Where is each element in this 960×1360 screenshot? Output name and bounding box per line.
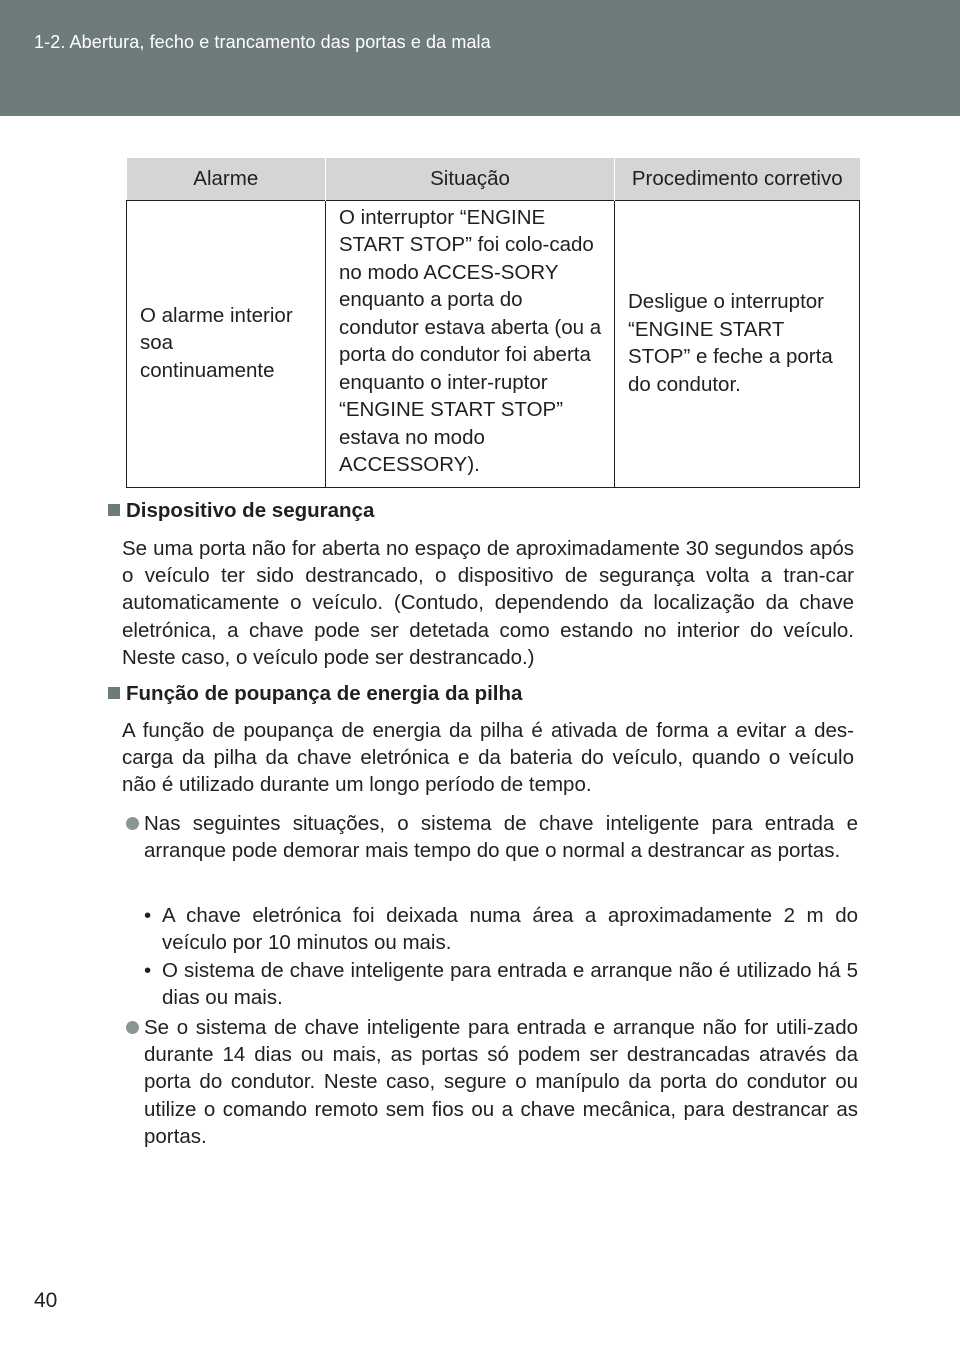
- square-bullet-icon: [108, 687, 120, 699]
- sub-list-item: [144, 902, 858, 956]
- column-header-procedure: Procedimento corretivo: [615, 158, 860, 201]
- list-item: [126, 810, 858, 864]
- cell-situation: O interruptor “ENGINE START STOP” foi colo-cado no modo ACCES-SORY enquanto a porta do condutor estava aberta (ou a porta do condutor foi aberta enquanto o inter-ruptor “ENGINE START STOP” estava no modo ACCESSORY).: [326, 201, 615, 488]
- circle-bullet-icon: [126, 817, 139, 830]
- circle-bullet-icon: [126, 1021, 139, 1034]
- cell-alarm: O alarme interior soa continuamente: [127, 201, 326, 488]
- section-heading-battery-saving: [108, 682, 522, 706]
- column-header-situation: Situação: [326, 158, 615, 201]
- page-header: [0, 0, 960, 116]
- sub-list-item-text: A chave eletrónica foi deixada numa área a aproximadamente 2 m do veículo por 10 minutos ou mais.: [162, 904, 858, 955]
- square-bullet-icon: [108, 504, 120, 516]
- sub-list-item-text: O sistema de chave inteligente para entrada e arranque não é utilizado há 5 dias ou mais.: [162, 959, 858, 1010]
- heading-text: Dispositivo de segurança: [126, 499, 375, 522]
- chapter-title: 1-2. Abertura, fecho e trancamento das portas e da mala: [34, 32, 491, 52]
- dot-marker-icon: •: [144, 904, 152, 927]
- table-header-row: [127, 158, 860, 201]
- security-device-paragraph: Se uma porta não for aberta no espaço de aproximadamente 30 segundos após o veículo ter sido destrancado, o dispositivo de segurança volta a tran-car automaticamente o veículo. (Contudo, dependendo da localização da chave eletrónica, a chave pode ser detetada como estando no interior do veículo. Neste caso, o veículo pode ser destrancado.): [122, 537, 854, 669]
- table-row: [127, 201, 860, 488]
- list-item-text: Se o sistema de chave inteligente para entrada e arranque não for utili-zado durante 14 dias ou mais, as portas só podem ser destrancadas através da porta do condutor. Neste caso, segure o manípulo da porta do condutor ou utilize o comando remoto sem fios ou a chave mecânica, para destrancar as portas.: [144, 1016, 858, 1148]
- dot-marker-icon: •: [144, 959, 152, 982]
- cell-procedure: Desligue o interruptor “ENGINE START STOP” e feche a porta do condutor.: [615, 201, 860, 488]
- list-item-text: Nas seguintes situações, o sistema de chave inteligente para entrada e arranque pode demorar mais tempo do que o normal a destrancar as portas.: [144, 812, 858, 863]
- column-header-alarm: Alarme: [127, 158, 326, 201]
- page-number: 40: [34, 1289, 58, 1312]
- battery-saving-paragraph: A função de poupança de energia da pilha é ativada de forma a evitar a des-carga da pilha da chave eletrónica e da bateria do veículo, quando o veículo não é utilizado durante um longo período de tempo.: [122, 719, 854, 797]
- alarm-table: [126, 158, 860, 488]
- section-heading-security-device: [108, 499, 374, 523]
- sub-list-item: [144, 957, 858, 1011]
- heading-text: Função de poupança de energia da pilha: [126, 682, 523, 705]
- list-item: [126, 1014, 858, 1150]
